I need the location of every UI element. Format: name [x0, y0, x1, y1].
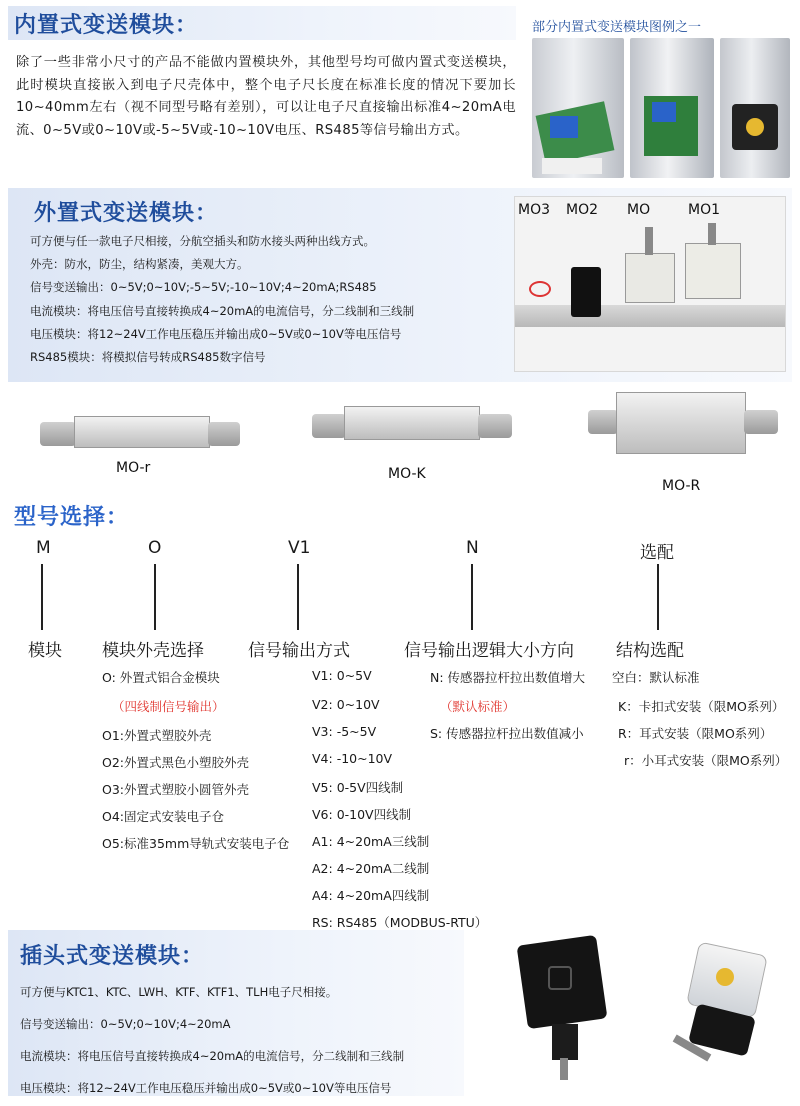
col-head-output: 信号输出方式	[248, 641, 350, 661]
mo1-module	[685, 243, 741, 299]
external-line: 可方便与任一款电子尺相接，分航空插头和防水接头两种出线方式。	[30, 234, 375, 248]
external-title: 外置式变送模块：	[34, 201, 219, 226]
housing-option: O5:标准35mm导轨式安装电子仓	[102, 836, 290, 851]
housing-option: O4:固定式安装电子仓	[102, 809, 225, 824]
output-option: V6: 0-10V四线制	[312, 807, 412, 822]
mo2-module	[571, 267, 601, 317]
code-n: N	[466, 538, 479, 558]
plug-photo-2	[662, 940, 792, 1080]
logic-option: S: 传感器拉杆拉出数值减小	[430, 726, 584, 741]
external-lines	[30, 230, 414, 369]
output-option: A2: 4~20mA二线制	[312, 861, 430, 876]
external-line: RS485模块：将模拟信号转成RS485数字信号	[30, 350, 266, 365]
col-head-module: 模块	[28, 641, 62, 661]
divider-line	[657, 564, 659, 630]
housing-option: O1:外置式塑胶外壳	[102, 728, 212, 743]
mo3-module	[529, 281, 551, 297]
plug-line: 电流模块：将电压信号直接转换成4~20mA的电流信号，分二线制和三线制	[20, 1049, 405, 1063]
ruler	[515, 305, 785, 327]
housing-option: O2:外置式黑色小塑胶外壳	[102, 755, 250, 770]
output-option: V3: -5~5V	[312, 724, 377, 739]
mo-cable	[645, 227, 653, 255]
logic-note: （默认标准）	[440, 699, 516, 714]
col-head-structure: 结构选配	[616, 641, 684, 661]
structure-option: 空白：默认标准	[612, 670, 700, 685]
mo-module	[625, 253, 675, 303]
builtin-paragraph: 除了一些非常小尺寸的产品不能做内置模块外，其他型号均可做内置式变送模块，此时模块直接嵌入到电子尺壳体中，整个电子尺长度在标准长度的情况下要加长10~40mm左右（视不同型号略有差别），可以让电子尺直接输出标准4~20mA电流、0~5V或0~10V或-5~5V或-10~10V电压、RS485等信号输出方式。	[16, 55, 516, 138]
module-photo-mo-r	[40, 414, 240, 452]
builtin-photo-3	[720, 38, 790, 178]
model-title: 型号选择：	[14, 505, 130, 530]
divider-line	[297, 564, 299, 630]
module-photo-mo-r-ear	[588, 390, 780, 466]
divider-line	[154, 564, 156, 630]
divider-line	[471, 564, 473, 630]
module-label-mo-k: MO-K	[388, 466, 426, 482]
module-label-mo-r: MO-r	[116, 460, 151, 476]
housing-option: O: 外置式铝合金模块	[102, 670, 220, 685]
col-head-housing: 模块外壳选择	[102, 641, 204, 661]
photo-label-mo2: MO2	[566, 202, 599, 218]
photo-label-mo1: MO1	[688, 202, 721, 218]
builtin-photo-2	[630, 38, 714, 178]
external-line: 电流模块：将电压信号直接转换成4~20mA的电流信号，分二线制和三线制	[30, 303, 415, 318]
external-line: 电压模块：将12~24V工作电压稳压并输出成0~5V或0~10V等电压信号	[30, 326, 402, 341]
external-line: 信号变送输出：0~5V;0~10V;-5~5V;-10~10V;4~20mA;RS485	[30, 280, 377, 295]
structure-option: R：耳式安装（限MO系列）	[618, 726, 773, 741]
housing-note: （四线制信号输出）	[112, 699, 225, 714]
builtin-photo-title: 部分内置式变送模块图例之一	[532, 20, 702, 35]
plug-lines	[20, 976, 404, 1104]
mo1-cable	[708, 223, 716, 245]
output-option: V2: 0~10V	[312, 697, 380, 712]
housing-option: O3:外置式塑胶小圆管外壳	[102, 782, 250, 797]
plug-line: 可方便与KTC1、KTC、LWH、KTF、KTF1、TLH电子尺相接。	[20, 985, 338, 999]
col-head-logic: 信号输出逻辑大小方向	[404, 641, 574, 661]
photo-label-mo3: MO3	[518, 202, 551, 218]
module-label-mo-r-ear: MO-R	[662, 478, 701, 494]
structure-option: K：卡扣式安装（限MO系列）	[618, 699, 785, 714]
output-option: A4: 4~20mA四线制	[312, 888, 430, 903]
plug-line: 信号变送输出：0~5V;0~10V;4~20mA	[20, 1017, 231, 1031]
structure-option: r：小耳式安装（限MO系列）	[624, 753, 788, 768]
code-o: O	[148, 538, 162, 558]
external-line: 外壳：防水，防尘，结构紧凑，美观大方。	[30, 257, 249, 272]
photo-label-mo: MO	[627, 202, 651, 218]
output-option: A1: 4~20mA三线制	[312, 834, 430, 849]
plug-title: 插头式变送模块：	[20, 944, 205, 969]
code-option: 选配	[640, 543, 674, 563]
output-option: V1: 0~5V	[312, 668, 372, 683]
code-v1: V1	[288, 538, 311, 558]
logic-option: N: 传感器拉杆拉出数值增大	[430, 670, 586, 685]
external-photo	[514, 196, 786, 372]
builtin-photo-1	[532, 38, 624, 178]
divider-line	[41, 564, 43, 630]
module-photo-mo-k	[312, 402, 512, 452]
plug-photo-1	[512, 940, 622, 1080]
code-m: M	[36, 538, 51, 558]
plug-line: 电压模块：将12~24V工作电压稳压并输出成0~5V或0~10V等电压信号	[20, 1081, 392, 1095]
output-option: V5: 0-5V四线制	[312, 780, 404, 795]
builtin-title: 内置式变送模块：	[14, 13, 199, 38]
output-option: V4: -10~10V	[312, 751, 393, 766]
output-option: RS: RS485（MODBUS-RTU）	[312, 915, 488, 930]
